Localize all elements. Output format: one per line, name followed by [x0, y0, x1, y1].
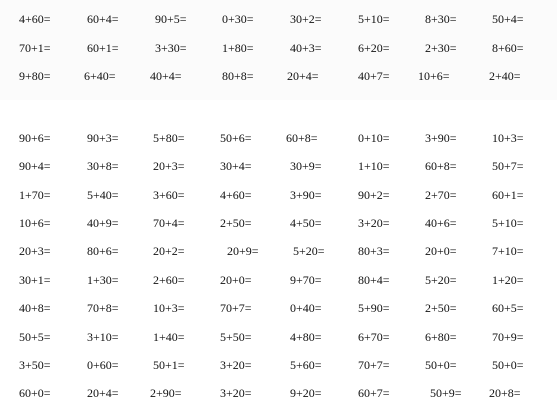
equation-item: 90+2= [358, 188, 390, 202]
equation-item: 1+80= [222, 41, 254, 55]
equation-item: 50+1= [153, 358, 185, 372]
equation-item: 3+30= [155, 41, 187, 55]
equation-item: 60+8= [425, 159, 457, 173]
equation-item: 4+60= [220, 188, 252, 202]
equation-item: 50+4= [492, 12, 524, 26]
equation-item: 70+7= [220, 301, 252, 315]
equation-item: 9+70= [290, 273, 322, 287]
equation-item: 20+3= [153, 159, 185, 173]
equation-item: 8+60= [492, 41, 524, 55]
equation-item: 2+40= [489, 69, 521, 83]
equation-item: 6+70= [358, 330, 390, 344]
equation-item: 20+4= [87, 386, 119, 400]
equation-item: 50+5= [19, 330, 51, 344]
equation-item: 40+6= [425, 216, 457, 230]
equation-item: 40+8= [19, 301, 51, 315]
equation-item: 6+80= [425, 330, 457, 344]
equation-item: 10+6= [19, 216, 51, 230]
equation-item: 60+1= [492, 188, 524, 202]
equation-item: 60+8= [286, 131, 318, 145]
equation-item: 1+20= [492, 273, 524, 287]
equation-item: 10+3= [492, 131, 524, 145]
equation-item: 0+60= [87, 358, 119, 372]
equation-item: 30+9= [290, 159, 322, 173]
equation-item: 3+20= [358, 216, 390, 230]
equation-item: 5+20= [293, 244, 325, 258]
equation-item: 3+20= [220, 386, 252, 400]
equation-item: 60+4= [87, 12, 119, 26]
equation-item: 80+6= [87, 244, 119, 258]
equation-item: 5+10= [492, 216, 524, 230]
equation-item: 4+80= [290, 330, 322, 344]
equation-item: 80+3= [358, 244, 390, 258]
equation-item: 70+1= [19, 41, 51, 55]
equation-item: 80+8= [222, 69, 254, 83]
equation-item: 9+80= [19, 69, 51, 83]
equation-item: 2+30= [425, 41, 457, 55]
equation-item: 3+60= [153, 188, 185, 202]
equation-item: 2+90= [150, 386, 182, 400]
equation-item: 2+60= [153, 273, 185, 287]
equation-item: 40+7= [358, 69, 390, 83]
equation-item: 70+7= [358, 358, 390, 372]
equation-item: 0+40= [290, 301, 322, 315]
equation-item: 5+60= [290, 358, 322, 372]
equation-item: 2+50= [425, 301, 457, 315]
equation-item: 20+3= [19, 244, 51, 258]
equation-item: 1+70= [19, 188, 51, 202]
equation-item: 90+4= [19, 159, 51, 173]
equation-item: 1+10= [358, 159, 390, 173]
equation-item: 9+20= [290, 386, 322, 400]
equation-item: 70+9= [492, 330, 524, 344]
equation-item: 30+8= [87, 159, 119, 173]
equation-item: 0+10= [358, 131, 390, 145]
equation-item: 4+50= [290, 216, 322, 230]
equation-item: 5+50= [220, 330, 252, 344]
equation-item: 20+9= [227, 244, 259, 258]
equation-item: 40+3= [290, 41, 322, 55]
top-exercise-block [0, 0, 557, 100]
equation-item: 6+20= [358, 41, 390, 55]
equation-item: 5+20= [425, 273, 457, 287]
equation-item: 20+4= [287, 69, 319, 83]
equation-item: 5+10= [358, 12, 390, 26]
equation-item: 3+90= [290, 188, 322, 202]
equation-item: 50+9= [430, 386, 462, 400]
equation-item: 2+50= [220, 216, 252, 230]
equation-item: 60+0= [19, 386, 51, 400]
equation-item: 10+3= [153, 301, 185, 315]
equation-item: 0+30= [222, 12, 254, 26]
equation-item: 3+10= [87, 330, 119, 344]
equation-item: 6+40= [84, 69, 116, 83]
equation-item: 20+0= [425, 244, 457, 258]
equation-item: 50+0= [492, 358, 524, 372]
equation-item: 5+40= [87, 188, 119, 202]
equation-item: 4+60= [19, 12, 51, 26]
equation-item: 1+30= [87, 273, 119, 287]
equation-item: 20+2= [153, 244, 185, 258]
equation-item: 60+7= [358, 386, 390, 400]
equation-item: 40+4= [150, 69, 182, 83]
equation-item: 70+4= [153, 216, 185, 230]
equation-item: 3+90= [425, 131, 457, 145]
equation-item: 50+0= [425, 358, 457, 372]
equation-item: 90+3= [87, 131, 119, 145]
equation-item: 30+4= [220, 159, 252, 173]
equation-item: 8+30= [425, 12, 457, 26]
equation-item: 5+90= [358, 301, 390, 315]
equation-item: 50+7= [492, 159, 524, 173]
equation-item: 60+1= [87, 41, 119, 55]
equation-item: 5+80= [153, 131, 185, 145]
equation-item: 7+10= [492, 244, 524, 258]
equation-item: 2+70= [425, 188, 457, 202]
equation-item: 30+2= [290, 12, 322, 26]
equation-item: 40+9= [87, 216, 119, 230]
equation-item: 30+1= [19, 273, 51, 287]
equation-item: 10+6= [418, 69, 450, 83]
equation-item: 60+5= [492, 301, 524, 315]
equation-item: 90+5= [155, 12, 187, 26]
equation-item: 20+8= [489, 386, 521, 400]
equation-item: 3+20= [220, 358, 252, 372]
equation-item: 20+0= [220, 273, 252, 287]
equation-item: 3+50= [19, 358, 51, 372]
equation-item: 80+4= [358, 273, 390, 287]
equation-item: 90+6= [19, 131, 51, 145]
equation-item: 50+6= [220, 131, 252, 145]
equation-item: 1+40= [153, 330, 185, 344]
equation-item: 70+8= [87, 301, 119, 315]
